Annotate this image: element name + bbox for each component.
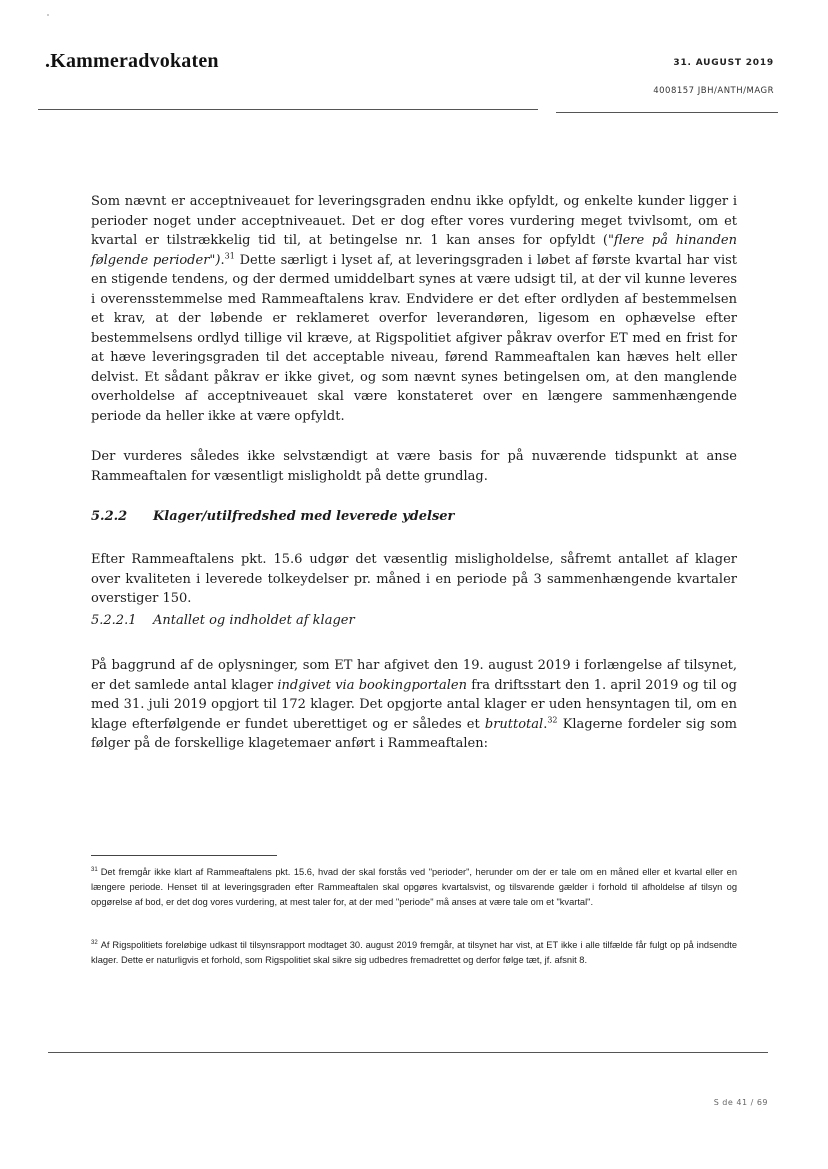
firm-logo: .Kammeradvokaten [45,50,219,72]
document-reference: 4008157 JBH/ANTH/MAGR [653,86,774,96]
paragraph-text: Klagerne fordeler sig som følger på de forskellige klagetemaer anført i Rammeaftalen: [91,716,738,751]
heading-number: 5.2.2.1 [91,613,137,628]
paragraph-antal-klager [91,656,737,754]
footnote-mark: 32 [91,939,98,946]
heading-number: 5.2.2 [91,509,128,524]
document-date: 31. AUGUST 2019 [673,58,774,68]
paragraph-text: fra driftsstart den 1. april 2019 og til og med 31. juli 2019 opgjort til 172 klager. Det opgjorte antal klager er uden hensyntagen til, om en klage efterfølgende er fundet uberettiget og er således et [91,677,737,732]
footnote-separator [91,855,277,856]
paragraph-emphasis: indgivet via bookingportalen [277,677,468,693]
footnote-mark: 31 [91,866,98,873]
header-rule-right [556,112,778,113]
paragraph-text: . [543,716,548,732]
page-number: S de 41 / 69 [713,1098,768,1107]
scan-speck [47,14,49,16]
paragraph-conclusion [91,447,737,486]
paragraph-text: . [220,252,225,268]
heading-title: Klager/utilfredshed med leverede ydelser [153,509,455,524]
paragraph-emphasis: bruttotal [484,716,544,732]
paragraph-acceptniveau [91,192,737,426]
paragraph-text: Efter Rammeaftalens pkt. 15.6 udgør det væsentlig misligholdelse, såfremt antallet af klager over kvaliteten i leverede tolkeydelser pr. måned i en periode på 3 sammenhængende kvartaler overstiger 150. [91,552,737,606]
heading-5-2-2 [91,509,454,524]
footnote-text: Det fremgår ikke klart af Rammeaftalens pkt. 15.6, hvad der skal forstås ved "perioder", herunder om der er tale om en måned eller et kvartal eller en længere periode. Henset til at leveringsgraden efter Rammeaftalen skal opgøres kvartalsvist, og tilsvarende gælder i forhold til afholdelse af tilsyn og opgørelse af bod, er det dog vores vurdering, at mest taler for, at der med "periode" må anses at være tale om et "kvartal". [91,867,737,907]
footnote-31 [91,865,737,910]
header-rule-left [38,109,538,110]
heading-title: Antallet og indholdet af klager [153,613,355,628]
paragraph-quote: "flere på hinanden følgende perioder") [91,233,737,268]
footer-rule [48,1052,768,1053]
footnote-ref-32: 32 [547,715,558,725]
footnote-ref-31: 31 [224,251,235,261]
paragraph-klager-rule [91,550,737,609]
paragraph-text: Som nævnt er acceptniveauet for leveringsgraden endnu ikke opfyldt, og enkelte kunder ligger i perioder noget under acceptniveauet. Det er dog efter vores vurdering meget tvivlsomt, om et kvartal er tilstrækkelig tid til, at betingelse nr. 1 kan anses for opfyldt ( [91,194,737,248]
footnote-32 [91,938,737,968]
heading-5-2-2-1 [91,613,355,628]
paragraph-text: Der vurderes således ikke selvstændigt at være basis for på nuværende tidspunkt at anse Rammeaftalen for væsentligt misligholdt på dette grundlag. [91,449,737,484]
paragraph-text: På baggrund af de oplysninger, som ET har afgivet den 19. august 2019 i forlængelse af tilsynet, er det samlede antal klager [91,658,737,693]
paragraph-text: Dette særligt i lyset af, at leveringsgraden i løbet af første kvartal har vist en stigende tendens, og der dermed umiddelbart synes at være udsigt til, at der vil kunne leveres i overensstemmelse med Rammeaftalens krav. Endvidere er det efter ordlyden af bestemmelsen et krav, at der løbende er reklameret overfor leverandøren, ligesom en ophævelse efter bestemmelsens ordlyd tillige vil kræve, at Rigspolitiet afgiver påkrav overfor ET med en frist for at hæve leveringsgraden til det acceptable niveau, førend Rammeaftalen kan hæves helt eller delvist. Et sådant påkrav er ikke givet, og som nævnt synes betingelsen om, at den manglende overholdelse af acceptniveauet skal være konstateret over en længere sammenhængende periode da heller ikke at være opfyldt. [91,252,737,424]
footnote-text: Af Rigspolitiets foreløbige udkast til tilsynsrapport modtaget 30. august 2019 fremgår, at tilsynet har vist, at ET ikke i alle tilfælde får fulgt op på indsendte klager. Dette er naturligvis et forhold, som Rigspolitiet skal sikre sig udbedres fremadrettet og derfor følge tæt, jf. afsnit 8. [91,940,737,965]
